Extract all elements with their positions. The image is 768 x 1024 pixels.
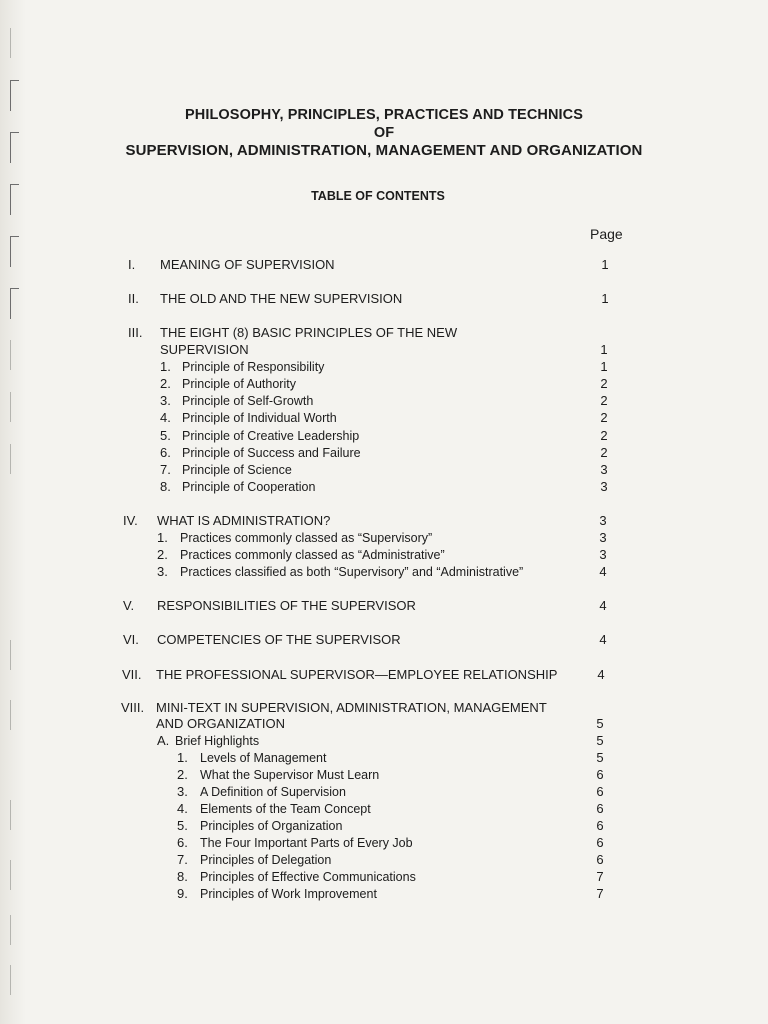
page-number: 6 (596, 767, 604, 782)
item-title: Principles of Effective Communications (200, 870, 416, 884)
toc-subentry (0, 834, 768, 852)
section-title: COMPETENCIES OF THE SUPERVISOR (157, 632, 401, 647)
toc-subentry (0, 358, 768, 376)
title-line: OF (373, 125, 395, 141)
toc-subentry (0, 478, 768, 496)
page-number: 7 (596, 869, 604, 884)
item-title: Principle of Individual Worth (182, 411, 337, 425)
page-number: 1 (600, 359, 608, 374)
item-number: 4. (160, 410, 171, 425)
section-number: V. (123, 598, 135, 613)
item-number: 8. (177, 869, 188, 884)
page-number: 2 (600, 376, 608, 391)
page-number: 5 (596, 733, 604, 748)
page-number: 1 (600, 342, 608, 357)
item-number: 3. (177, 784, 188, 799)
page-number: 7 (596, 886, 604, 901)
toc-subentry (0, 766, 768, 784)
page-number: 3 (599, 547, 607, 562)
toc-subentry (0, 427, 768, 445)
item-number: 1. (157, 530, 168, 545)
title-line: PHILOSOPHY, PRINCIPLES, PRACTICES AND TECHNICS (184, 107, 584, 123)
toc-subentry (0, 817, 768, 835)
toc-entry (0, 256, 768, 274)
toc-subentry (0, 749, 768, 767)
binding-mark (10, 28, 19, 58)
page-number: 3 (599, 513, 607, 528)
page-column-label: Page (590, 226, 623, 242)
section-title: WHAT IS ADMINISTRATION? (157, 513, 331, 528)
page-number: 2 (600, 393, 608, 408)
page-number: 1 (601, 291, 609, 306)
page-number: 2 (600, 445, 608, 460)
toc-subentry (0, 851, 768, 869)
item-title: Principle of Science (182, 463, 292, 477)
subsection-letter: A. (157, 733, 170, 748)
item-number: 3. (157, 564, 168, 579)
item-number: 1. (160, 359, 171, 374)
document-title (0, 106, 768, 160)
toc-subsection (0, 732, 768, 750)
section-number: II. (128, 291, 139, 306)
section-title: THE PROFESSIONAL SUPERVISOR—EMPLOYEE RELATIONSHIP (156, 667, 558, 682)
page-number: 4 (599, 632, 607, 647)
page-number: 2 (600, 410, 608, 425)
item-number: 7. (177, 852, 188, 867)
page-number: 3 (600, 462, 608, 477)
page-number: 4 (599, 598, 607, 613)
item-number: 4. (177, 801, 188, 816)
section-title: MEANING OF SUPERVISION (160, 257, 335, 272)
section-title: MINI-TEXT IN SUPERVISION, ADMINISTRATION, MANAGEMENT (156, 700, 547, 715)
item-number: 2. (160, 376, 171, 391)
item-number: 5. (160, 428, 171, 443)
toc-subentry (0, 546, 768, 564)
subsection-title: Brief Highlights (175, 734, 260, 748)
toc-subentry (0, 529, 768, 547)
binding-mark (10, 965, 19, 995)
toc-subentry (0, 461, 768, 479)
toc-subentry (0, 868, 768, 886)
item-number: 7. (160, 462, 171, 477)
item-title: Principles of Delegation (200, 853, 332, 867)
section-title: RESPONSIBILITIES OF THE SUPERVISOR (157, 598, 416, 613)
item-number: 8. (160, 479, 171, 494)
toc-subentry (0, 800, 768, 818)
page-number: 6 (596, 784, 604, 799)
toc-subentry (0, 392, 768, 410)
item-number: 6. (177, 835, 188, 850)
binding-mark (10, 915, 19, 945)
toc-entry-continued (0, 341, 768, 359)
item-title: Principles of Organization (200, 819, 343, 833)
item-title: Principle of Success and Failure (182, 446, 361, 460)
page-number: 1 (601, 257, 609, 272)
item-title: Principle of Responsibility (182, 360, 325, 374)
page-number: 4 (597, 667, 605, 682)
item-number: 1. (177, 750, 188, 765)
toc-entry (0, 290, 768, 308)
section-title: THE EIGHT (8) BASIC PRINCIPLES OF THE NEW (160, 325, 458, 340)
page-number: 6 (596, 818, 604, 833)
section-number: VII. (122, 667, 142, 682)
toc-entry (0, 666, 768, 684)
page-number: 5 (596, 750, 604, 765)
item-number: 5. (177, 818, 188, 833)
section-number: III. (128, 325, 143, 340)
item-number: 2. (157, 547, 168, 562)
toc-entry (0, 597, 768, 615)
page-number: 6 (596, 835, 604, 850)
toc-entry (0, 324, 768, 342)
section-number: I. (128, 257, 136, 272)
item-title: Practices commonly classed as “Supervisory” (180, 531, 433, 545)
item-number: 2. (177, 767, 188, 782)
toc-entry (0, 512, 768, 530)
section-number: VIII. (121, 700, 145, 715)
toc-subentry (0, 375, 768, 393)
page-number: 6 (596, 801, 604, 816)
toc-subentry (0, 563, 768, 581)
page-number: 6 (596, 852, 604, 867)
item-title: What the Supervisor Must Learn (200, 768, 380, 782)
toc-subentry (0, 783, 768, 801)
section-title: THE OLD AND THE NEW SUPERVISION (160, 291, 403, 306)
item-number: 3. (160, 393, 171, 408)
toc-heading: TABLE OF CONTENTS (311, 189, 445, 203)
page-number: 3 (600, 479, 608, 494)
section-title: SUPERVISION (160, 342, 249, 357)
item-title: Levels of Management (200, 751, 327, 765)
item-number: 6. (160, 445, 171, 460)
item-title: The Four Important Parts of Every Job (200, 836, 413, 850)
page-number: 5 (596, 716, 604, 731)
page-number: 3 (599, 530, 607, 545)
item-title: Practices commonly classed as “Administrative” (180, 548, 445, 562)
page-number: 4 (599, 564, 607, 579)
toc-entry-continued (0, 715, 768, 733)
item-title: Principles of Work Improvement (200, 887, 377, 901)
page-number: 2 (600, 428, 608, 443)
section-title: AND ORGANIZATION (156, 716, 286, 731)
item-title: Principle of Authority (182, 377, 296, 391)
item-title: A Definition of Supervision (200, 785, 346, 799)
item-number: 9. (177, 886, 188, 901)
toc-entry (0, 631, 768, 649)
toc-subentry (0, 409, 768, 427)
item-title: Principle of Cooperation (182, 480, 316, 494)
item-title: Elements of the Team Concept (200, 802, 371, 816)
section-number: IV. (123, 513, 138, 528)
title-line: SUPERVISION, ADMINISTRATION, MANAGEMENT AND ORGANIZATION (125, 142, 643, 159)
item-title: Practices classified as both “Supervisory” and “Administrative” (180, 565, 524, 579)
toc-subentry (0, 444, 768, 462)
item-title: Principle of Creative Leadership (182, 429, 360, 443)
section-number: VI. (123, 632, 139, 647)
item-title: Principle of Self-Growth (182, 394, 314, 408)
toc-subentry (0, 885, 768, 903)
